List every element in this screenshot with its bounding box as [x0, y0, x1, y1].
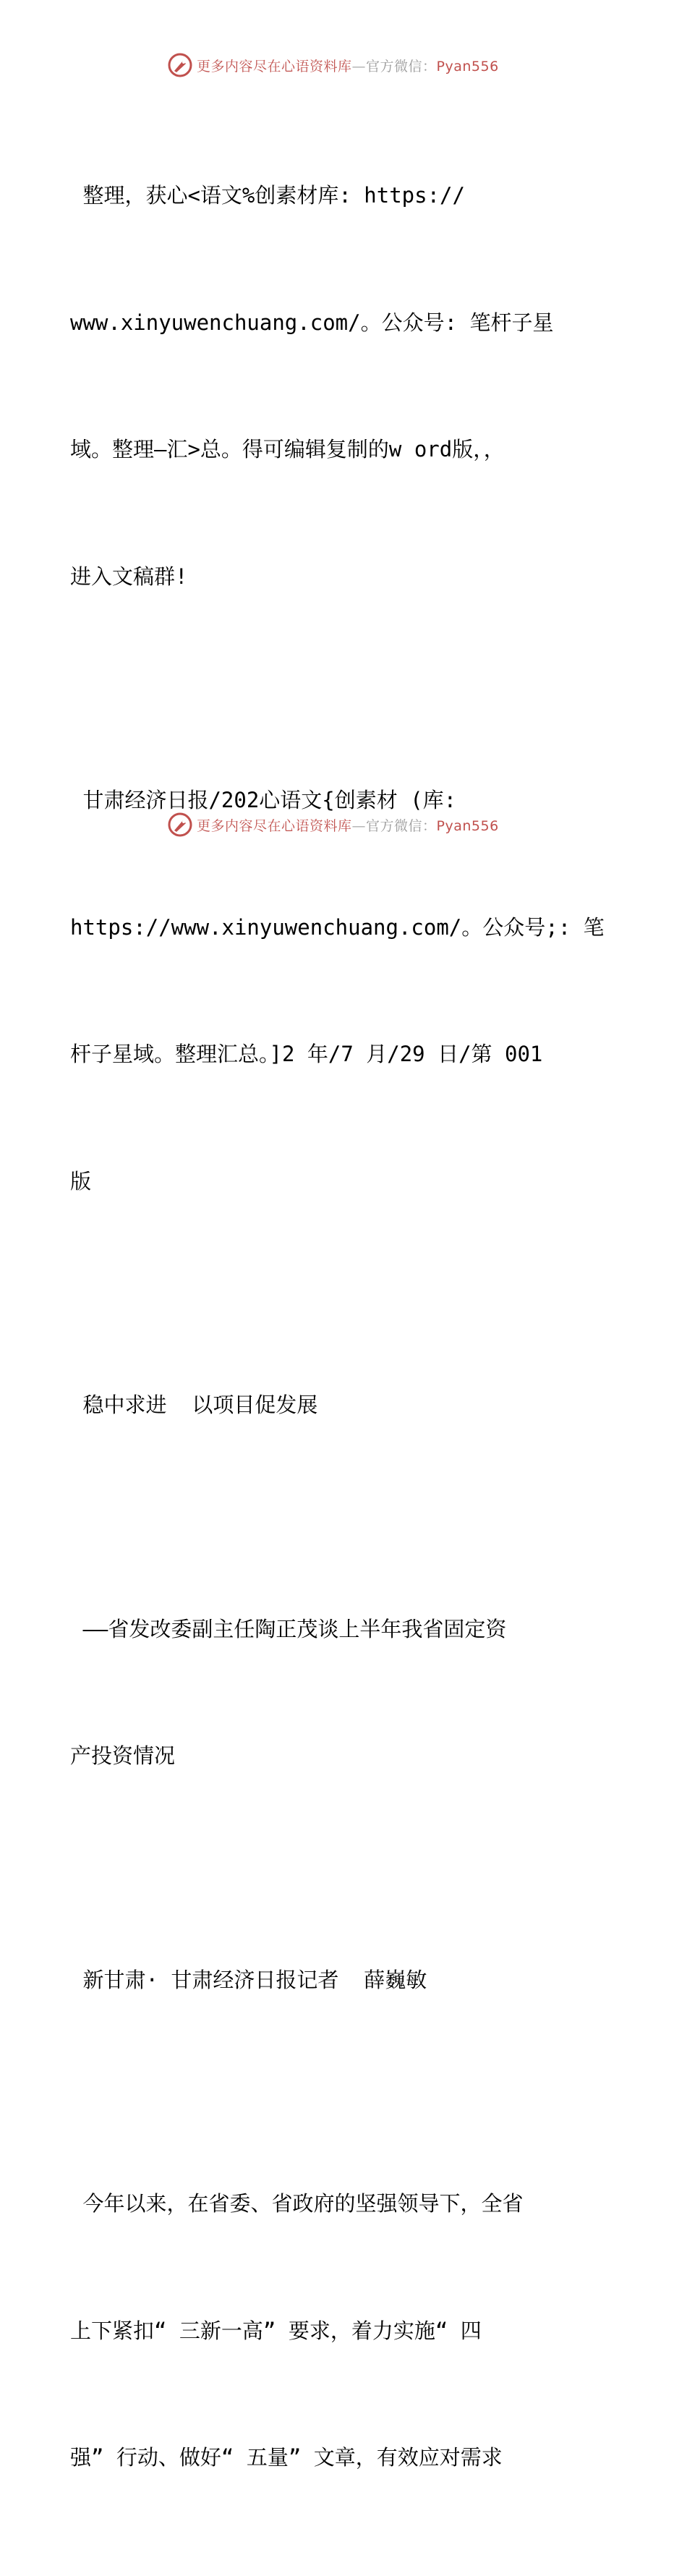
article-body-paragraph — [70, 2098, 620, 2564]
text-line: 今年以来，在省委、省政府的坚强领导下，全省 — [70, 2191, 524, 2216]
watermark-brand: 更多内容尽在心语资料库 — [197, 58, 352, 75]
pen-nib-logo-icon — [168, 812, 192, 837]
text-line: 强” 行动、做好“ 五量” 文章，有效应对需求 — [70, 2445, 503, 2470]
pen-nib-logo-icon — [168, 53, 192, 77]
watermark-official: 官方微信： — [366, 58, 437, 75]
document-body — [70, 90, 620, 2576]
article-subtitle — [70, 1523, 620, 1862]
text-line: www.xinyuwenchuang.com/。公众号: 笔杆子星 — [70, 310, 554, 335]
text-line: 稳中求进 以项目促发展 — [70, 1393, 318, 1417]
text-line: 上下紧扣“ 三新一高” 要求，着力实施“ 四 — [70, 2318, 482, 2343]
article-title — [70, 1299, 620, 1511]
watermark-text — [197, 815, 499, 835]
article-byline — [70, 1874, 620, 2086]
paragraph-source — [70, 694, 620, 1287]
text-line: 杆子星域。整理汇总。]2 年/7 月/29 日/第 001 — [70, 1042, 543, 1066]
text-line: 域。整理—汇>总。得可编辑复制的w ord版，， — [70, 437, 505, 462]
text-line: 产投资情况 — [70, 1743, 176, 1768]
watermark-id: Pyan556 — [436, 58, 499, 75]
watermark-separator: — — [351, 817, 367, 834]
text-line: 甘肃经济日报/202心语文{创素材 (库: — [70, 788, 457, 812]
text-line: 新甘肃· 甘肃经济日报记者 薛巍敏 — [70, 1967, 427, 1992]
watermark-official: 官方微信： — [366, 817, 437, 834]
text-line: https://www.xinyuwenchuang.com/。公众号;: 笔 — [70, 914, 605, 940]
watermark-footer — [168, 812, 529, 838]
paragraph-intro — [70, 90, 620, 682]
watermark-brand: 更多内容尽在心语资料库 — [197, 817, 352, 834]
watermark-id: Pyan556 — [436, 817, 499, 834]
text-line: 进入文稿群! — [70, 564, 188, 589]
watermark-text — [197, 56, 499, 75]
text-line: 整理，获心<语文%创素材库: https:// — [70, 183, 465, 208]
watermark-header — [168, 52, 529, 78]
text-line: 版 — [70, 1168, 92, 1194]
text-line: ——省发改委副主任陶正茂谈上半年我省固定资 — [70, 1616, 507, 1641]
watermark-separator: — — [351, 58, 367, 75]
